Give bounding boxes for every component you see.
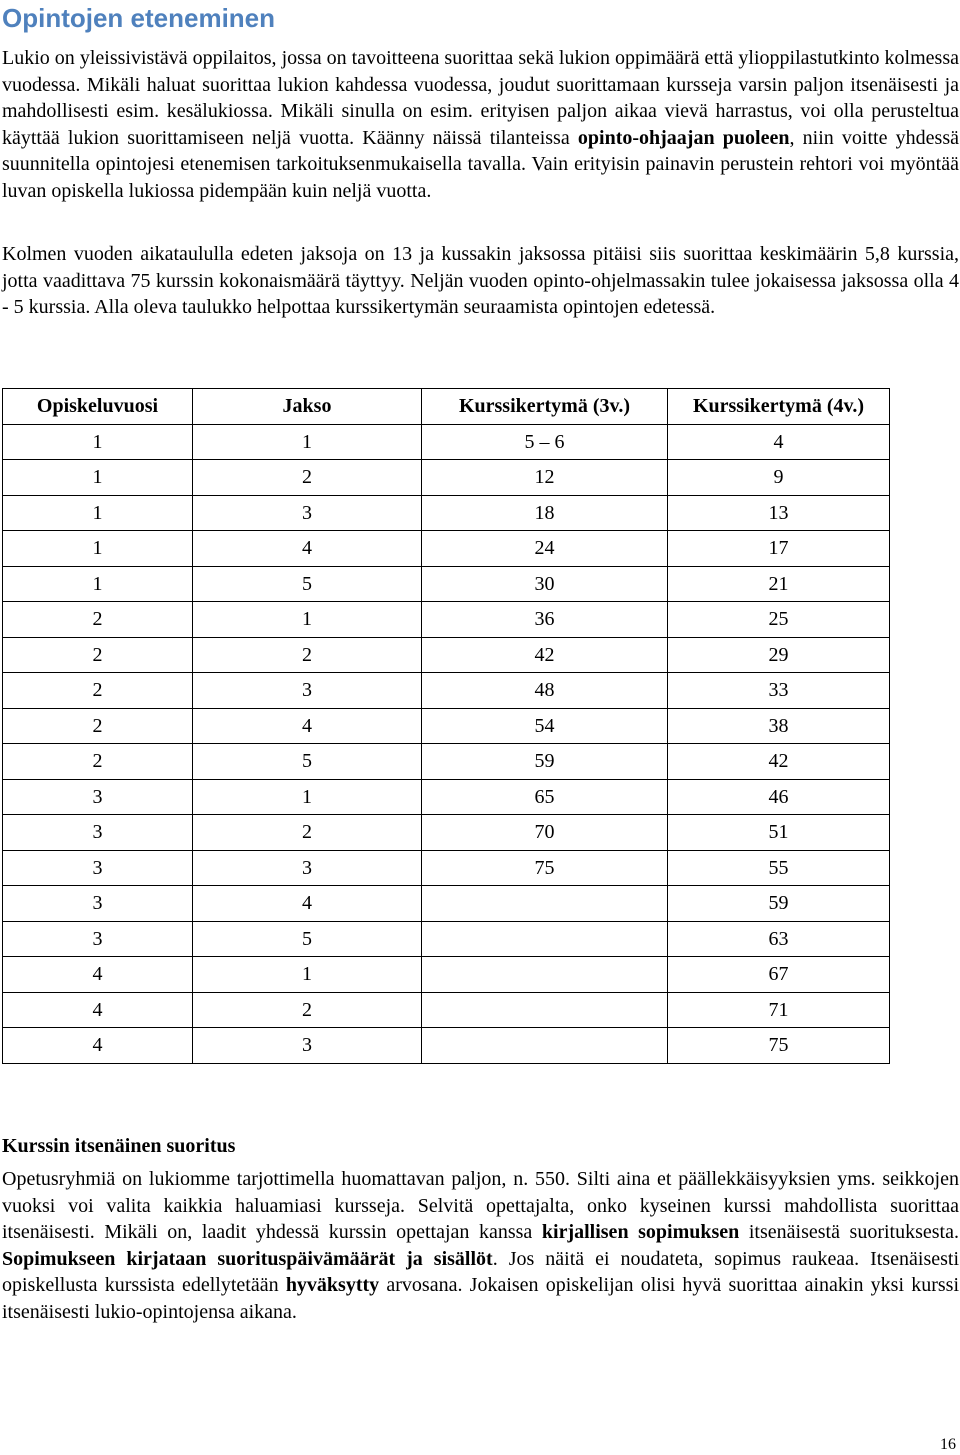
table-row bbox=[3, 460, 890, 496]
cell-period: 2 bbox=[193, 637, 422, 673]
cell-accum-3y: 5 – 6 bbox=[422, 424, 668, 460]
cell-accum-3y: 24 bbox=[422, 531, 668, 567]
cell-period: 2 bbox=[193, 992, 422, 1028]
cell-study-year: 1 bbox=[3, 531, 193, 567]
cell-study-year: 2 bbox=[3, 744, 193, 780]
cell-period: 5 bbox=[193, 921, 422, 957]
table-row bbox=[3, 744, 890, 780]
cell-accum-3y bbox=[422, 921, 668, 957]
table-body bbox=[3, 424, 890, 1063]
cell-period: 4 bbox=[193, 531, 422, 567]
self-study-bold-1: kirjallisen sopimuksen bbox=[541, 1221, 740, 1244]
table-row bbox=[3, 957, 890, 993]
cell-accum-4y: 9 bbox=[668, 460, 890, 496]
cell-study-year: 2 bbox=[3, 602, 193, 638]
cell-accum-3y: 36 bbox=[422, 602, 668, 638]
cell-accum-3y: 75 bbox=[422, 850, 668, 886]
header-study-year: Opiskeluvuosi bbox=[3, 389, 193, 425]
cell-period: 3 bbox=[193, 850, 422, 886]
self-study-text-2: itsenäisestä suorituksesta. bbox=[739, 1221, 959, 1244]
cell-accum-3y bbox=[422, 957, 668, 993]
cell-accum-4y: 42 bbox=[668, 744, 890, 780]
cell-accum-3y: 70 bbox=[422, 815, 668, 851]
cell-accum-4y: 67 bbox=[668, 957, 890, 993]
table-row bbox=[3, 637, 890, 673]
cell-period: 5 bbox=[193, 566, 422, 602]
cell-period: 1 bbox=[193, 424, 422, 460]
cell-period: 5 bbox=[193, 744, 422, 780]
cell-accum-4y: 4 bbox=[668, 424, 890, 460]
cell-study-year: 1 bbox=[3, 495, 193, 531]
table-row bbox=[3, 566, 890, 602]
cell-period: 2 bbox=[193, 815, 422, 851]
cell-accum-3y bbox=[422, 992, 668, 1028]
header-accum-4y: Kurssikertymä (4v.) bbox=[668, 389, 890, 425]
table-row bbox=[3, 673, 890, 709]
cell-accum-4y: 13 bbox=[668, 495, 890, 531]
cell-accum-4y: 55 bbox=[668, 850, 890, 886]
self-study-text-1: Opetusryhmiä on lukiomme tarjottimella huomattavan paljon, n. 550. Silti aina et päällekkäisyyksien yms. seikkojen vuoksi voi valita kaikkia haluamiasi kursseja. Selvitä opettajalta, onko kyseinen kurssi mahdollista suorittaa itsenäisesti. Mikäli on, laadit yhdessä kurssin opettajan kanssa bbox=[2, 1168, 959, 1244]
cell-study-year: 4 bbox=[3, 957, 193, 993]
cell-period: 3 bbox=[193, 1028, 422, 1064]
cell-accum-4y: 71 bbox=[668, 992, 890, 1028]
intro-paragraph-1 bbox=[2, 45, 959, 205]
intro-text-a: Lukio on yleissivistävä oppilaitos, jossa on tavoitteena suorittaa sekä lukion oppimäärä että ylioppilastutkinto kolmessa vuodessa. Mikäli haluat suorittaa lukion kahdessa vuodessa, joudut suorittamaan kursseja varsin paljon itsenäisesti ja mahdollisesti esim. kesälukiossa. Mikäli sinulla on esim. erityisen paljon aikaa vievä harrastus, voi olla perusteltua käyttää lukion suorittamiseen neljä vuotta. Käänny näissä tilanteissa bbox=[2, 47, 959, 149]
table-row bbox=[3, 886, 890, 922]
cell-study-year: 3 bbox=[3, 815, 193, 851]
table-row bbox=[3, 424, 890, 460]
cell-accum-3y: 12 bbox=[422, 460, 668, 496]
cell-period: 3 bbox=[193, 495, 422, 531]
cell-study-year: 3 bbox=[3, 921, 193, 957]
cell-accum-4y: 21 bbox=[668, 566, 890, 602]
cell-accum-3y: 65 bbox=[422, 779, 668, 815]
cell-study-year: 4 bbox=[3, 1028, 193, 1064]
table-row bbox=[3, 495, 890, 531]
cell-study-year: 1 bbox=[3, 566, 193, 602]
cell-period: 4 bbox=[193, 708, 422, 744]
table-row bbox=[3, 602, 890, 638]
cell-study-year: 1 bbox=[3, 460, 193, 496]
cell-accum-4y: 38 bbox=[668, 708, 890, 744]
cell-period: 2 bbox=[193, 460, 422, 496]
intro-bold-counselor: opinto-ohjaajan puoleen bbox=[577, 126, 790, 149]
cell-accum-3y: 30 bbox=[422, 566, 668, 602]
course-accumulation-table bbox=[2, 388, 890, 1064]
cell-accum-3y: 54 bbox=[422, 708, 668, 744]
table-row bbox=[3, 992, 890, 1028]
cell-period: 3 bbox=[193, 673, 422, 709]
table-row bbox=[3, 850, 890, 886]
table-row bbox=[3, 1028, 890, 1064]
intro-text-b: , niin voitte yhdessä suunnitella opintojesi etenemisen tarkoituksenmukaisella tavalla. Vain erityisin painavin perustein rehtori voi myöntää luvan opiskella lukiossa pidempään kuin neljä vuotta. bbox=[2, 126, 959, 202]
cell-study-year: 4 bbox=[3, 992, 193, 1028]
cell-accum-4y: 29 bbox=[668, 637, 890, 673]
cell-study-year: 3 bbox=[3, 779, 193, 815]
cell-accum-3y bbox=[422, 1028, 668, 1064]
table-row bbox=[3, 921, 890, 957]
cell-study-year: 2 bbox=[3, 637, 193, 673]
cell-accum-4y: 59 bbox=[668, 886, 890, 922]
cell-accum-4y: 33 bbox=[668, 673, 890, 709]
intro-paragraph-2: Kolmen vuoden aikataululla edeten jaksoja on 13 ja kussakin jaksossa pitäisi siis suorittaa keskimäärin 5,8 kurssia, jotta vaadittava 75 kurssin kokonaismäärä täyttyy. Neljän vuoden opinto-ohjelmassakin tulee jokaisessa jaksossa olla 4 - 5 kurssia. Alla oleva taulukko helpottaa kurssikertymän seuraamista opintojen edetessä. bbox=[2, 243, 959, 319]
cell-period: 1 bbox=[193, 602, 422, 638]
cell-accum-3y: 42 bbox=[422, 637, 668, 673]
cell-accum-4y: 51 bbox=[668, 815, 890, 851]
cell-study-year: 1 bbox=[3, 424, 193, 460]
self-study-text-4: arvosana. Jokaisen opiskelijan olisi hyvä suorittaa ainakin yksi kurssi itsenäisesti lukio-opintojensa aikana. bbox=[2, 1274, 959, 1323]
self-study-heading: Kurssin itsenäinen suoritus bbox=[2, 1135, 236, 1157]
cell-accum-4y: 46 bbox=[668, 779, 890, 815]
cell-accum-4y: 17 bbox=[668, 531, 890, 567]
cell-study-year: 3 bbox=[3, 850, 193, 886]
header-period: Jakso bbox=[193, 389, 422, 425]
cell-accum-4y: 75 bbox=[668, 1028, 890, 1064]
cell-period: 1 bbox=[193, 957, 422, 993]
self-study-bold-3: hyväksytty bbox=[285, 1274, 380, 1297]
cell-study-year: 2 bbox=[3, 673, 193, 709]
self-study-paragraph bbox=[2, 1166, 959, 1326]
cell-study-year: 2 bbox=[3, 708, 193, 744]
cell-accum-3y: 59 bbox=[422, 744, 668, 780]
cell-study-year: 3 bbox=[3, 886, 193, 922]
self-study-bold-2: Sopimukseen kirjataan suorituspäivämäärät ja sisällöt bbox=[2, 1247, 493, 1270]
table-row bbox=[3, 779, 890, 815]
self-study-text-3: . Jos näitä ei noudateta, sopimus raukeaa. Itsenäisesti opiskellusta kurssista edellytetään bbox=[2, 1247, 959, 1297]
cell-accum-3y: 18 bbox=[422, 495, 668, 531]
cell-accum-4y: 63 bbox=[668, 921, 890, 957]
page-title: Opintojen eteneminen bbox=[2, 3, 276, 33]
cell-period: 1 bbox=[193, 779, 422, 815]
page-number: 16 bbox=[940, 1436, 956, 1453]
table-row bbox=[3, 708, 890, 744]
cell-period: 4 bbox=[193, 886, 422, 922]
cell-accum-3y: 48 bbox=[422, 673, 668, 709]
cell-accum-3y bbox=[422, 886, 668, 922]
header-accum-3y: Kurssikertymä (3v.) bbox=[422, 389, 668, 425]
table-header-row bbox=[3, 389, 890, 425]
table-row bbox=[3, 531, 890, 567]
cell-accum-4y: 25 bbox=[668, 602, 890, 638]
table-row bbox=[3, 815, 890, 851]
